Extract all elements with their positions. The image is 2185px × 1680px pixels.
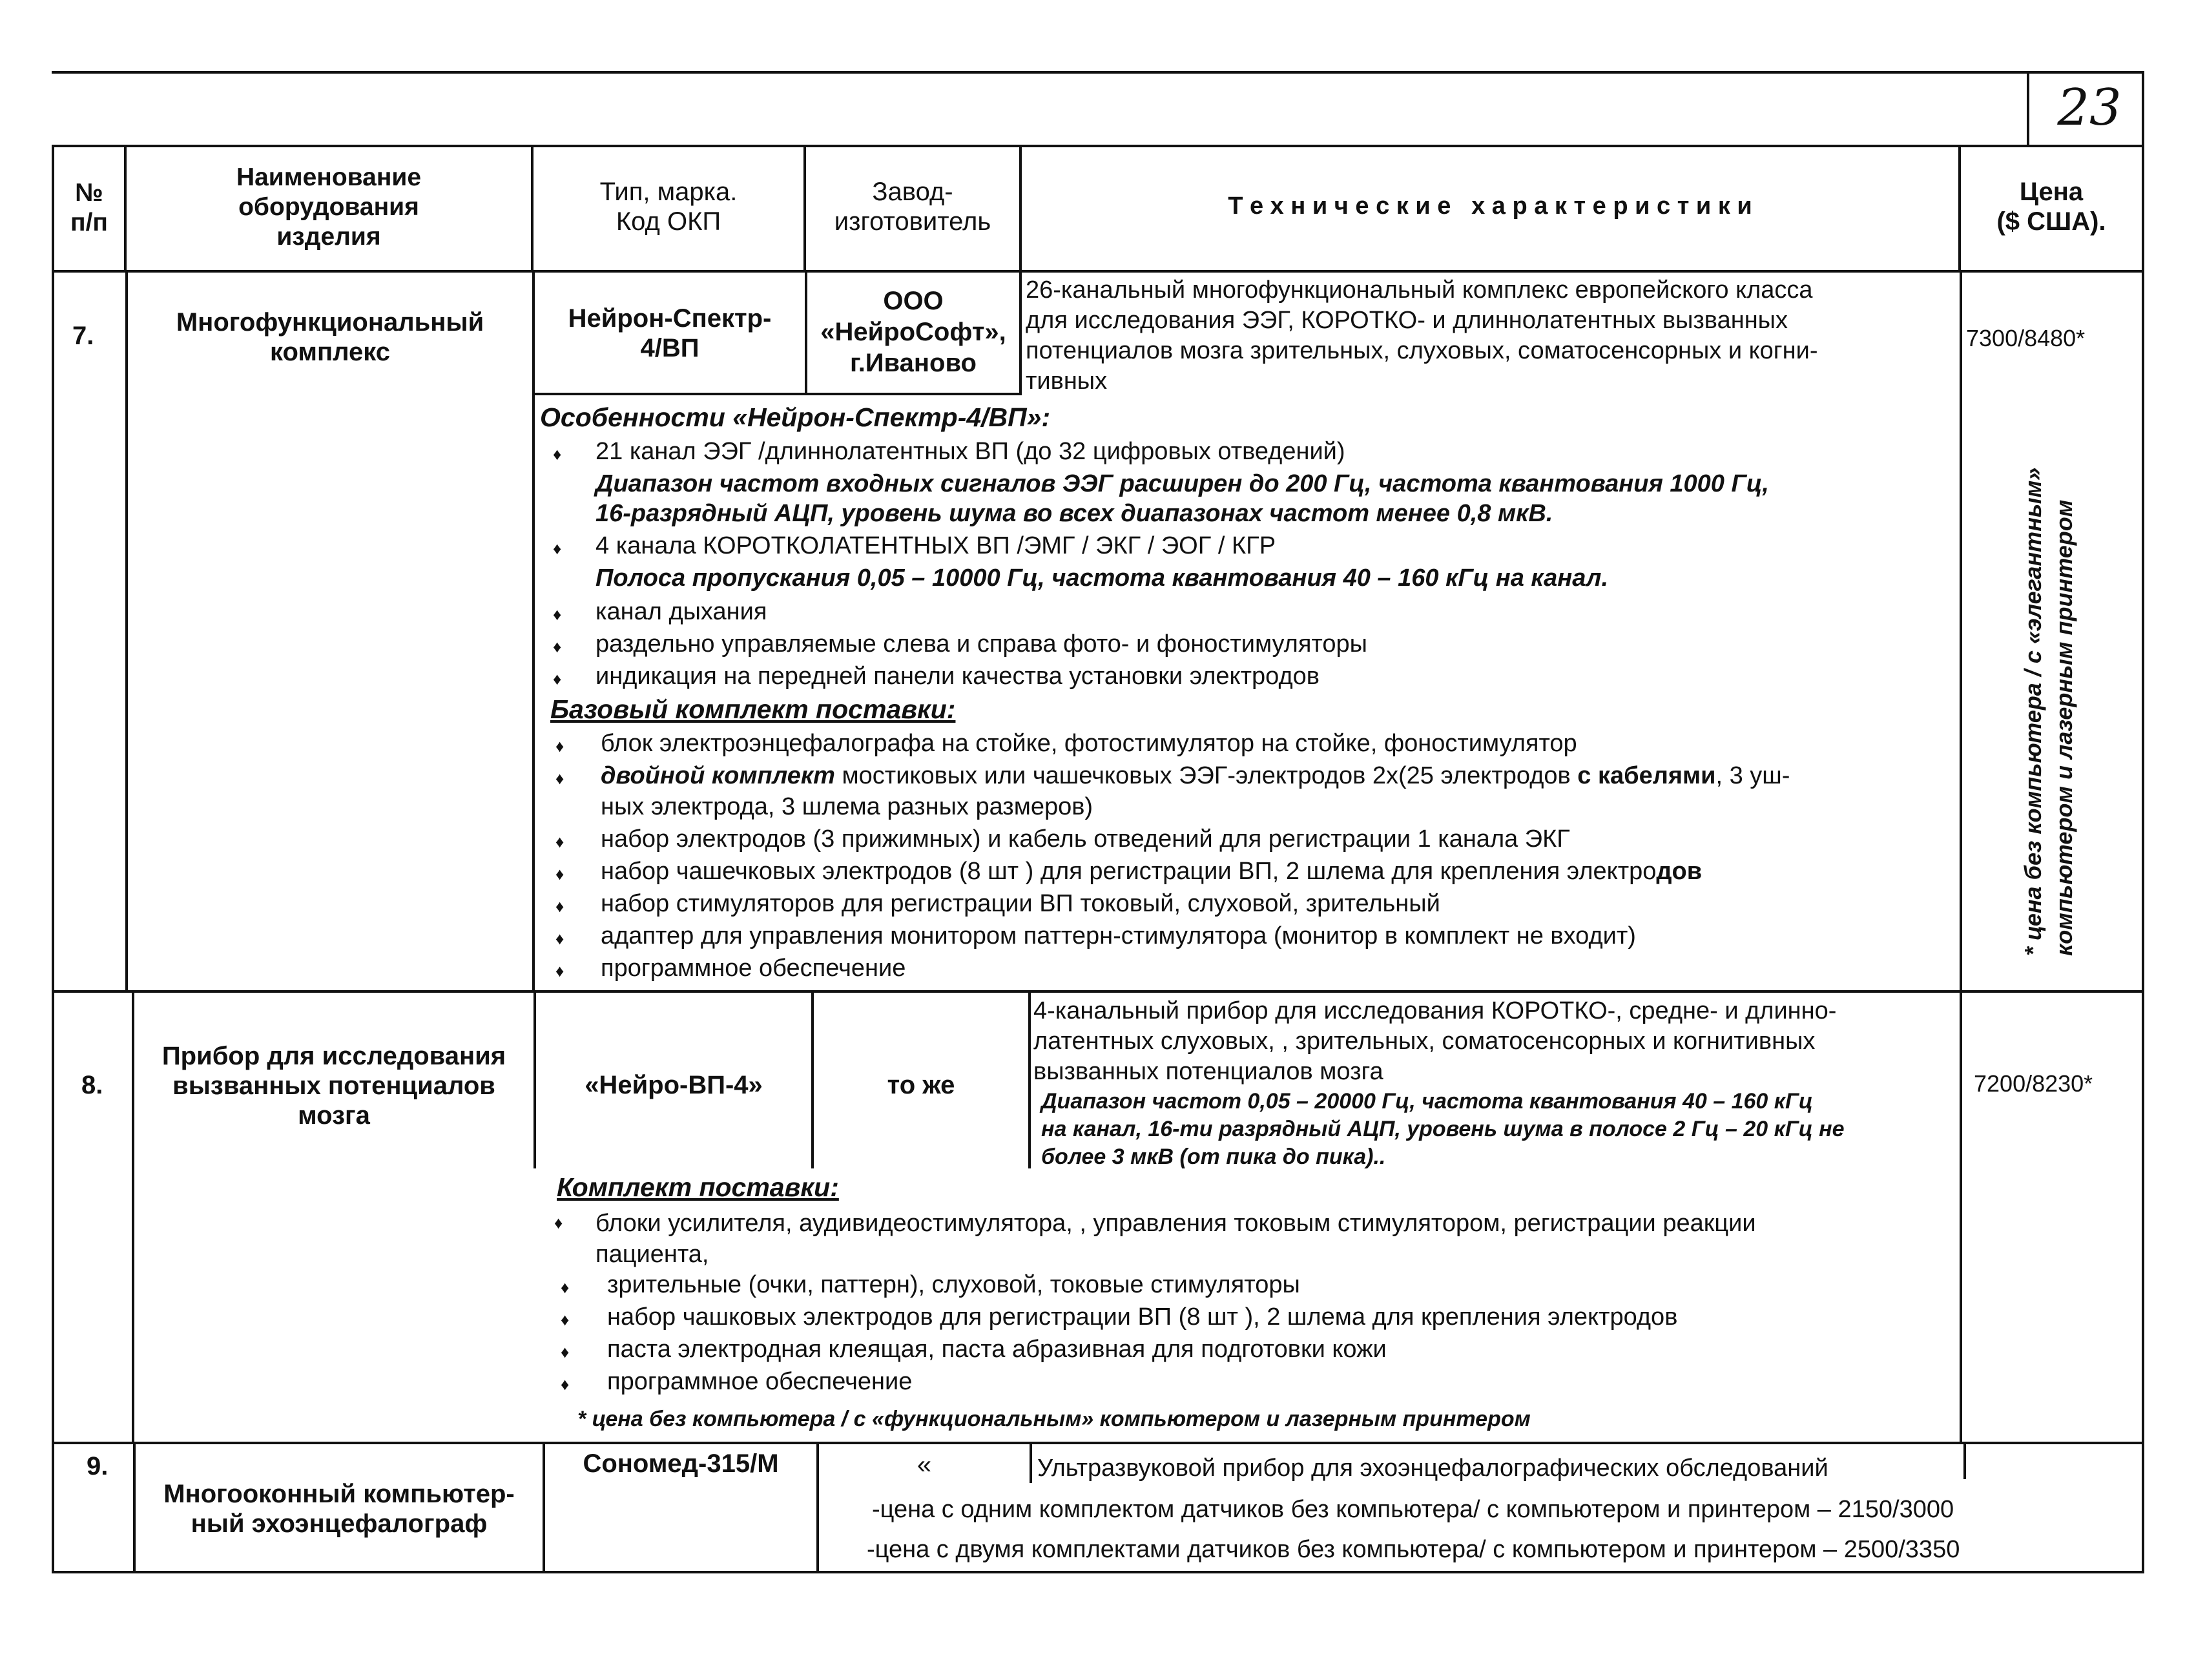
- row8-col-divider: [1028, 991, 1031, 1168]
- bullet: ♦: [555, 864, 564, 884]
- row7-number: 7.: [72, 322, 94, 350]
- row9-specs: Ультразвуковой прибор для эхоэнцефалографических обследований: [1037, 1455, 1828, 1482]
- bullet: ♦: [553, 539, 562, 558]
- row7-name: Многофункциональный комплекс: [176, 308, 484, 366]
- row8-kit-title: Комплект поставки:: [557, 1172, 839, 1202]
- bullet: ♦: [555, 929, 564, 948]
- row9-maker: «: [916, 1451, 932, 1479]
- row7-feature-5: индикация на передней панели качества установки электродов: [595, 663, 1320, 690]
- bullet: ♦: [555, 769, 564, 788]
- header-col-specs: Т е х н и ч е с к и е х а р а к т е р и с т и к и: [1228, 192, 1752, 220]
- bullet: ♦: [553, 444, 562, 464]
- row7-maker: ООО «НейроСофт», г.Иваново: [820, 287, 1006, 377]
- bullet: ♦: [561, 1278, 570, 1297]
- row9-price-1: -цена с одним комплектом датчиков без компьютера/ с компьютером и принтером – 2150/3000: [872, 1496, 1954, 1523]
- row7-kit-item-2-cont: ных электрода, 3 шлема разных размеров): [601, 793, 1093, 820]
- header-top-border: [52, 145, 2144, 147]
- row7-type: Нейрон-Спектр- 4/ВП: [568, 304, 772, 362]
- row8-type: «Нейро-ВП-4»: [585, 1071, 763, 1099]
- row7-kit-item-4: набор чашечковых электродов (8 шт ) для регистрации ВП, 2 шлема для крепления электродов: [601, 858, 1703, 885]
- row9-name: Многооконный компьютер- ный эхоэнцефалограф: [163, 1480, 515, 1538]
- row9-type: Сономед-315/М: [583, 1449, 779, 1478]
- row8-price-divider: [1960, 991, 1962, 1444]
- row9-col-divider: [1030, 1443, 1032, 1483]
- row9-col-divider: [1963, 1443, 1966, 1479]
- right-border: [2142, 145, 2144, 1573]
- row9-price-2: -цена с двумя комплектами датчиков без компьютера/ с компьютером и принтером – 2500/3350: [867, 1536, 1960, 1563]
- row7-feature-3: канал дыхания: [595, 598, 767, 625]
- row7-kit-item-2: двойной комплект мостиковых или чашечковых ЭЭГ-электродов 2х(25 электродов с кабелями, 3 уш-: [601, 762, 1790, 789]
- bullet: ♦: [553, 605, 562, 624]
- row7-feature-1: 21 канал ЭЭГ /длиннолатентных ВП (до 32 цифровых отведений): [595, 438, 1345, 465]
- row7-price-note: * цена без компьютера / с «элегантным» компьютером и лазерным принтером: [2020, 467, 2077, 956]
- row8-name: Прибор для исследования вызванных потенциалов мозга: [161, 1042, 506, 1130]
- row7-type-bottom: [533, 393, 1022, 395]
- row7-feature-2: 4 канала КОРОТКОЛАТЕНТНЫХ ВП /ЭМГ / ЭКГ / ЭОГ / КГР: [595, 532, 1276, 559]
- row7-feature-2-detail: Полоса пропускания 0,05 – 10000 Гц, частота квантования 40 – 160 кГц на канал.: [595, 565, 1609, 592]
- row8-number: 8.: [81, 1071, 103, 1099]
- row-separator: [52, 990, 2144, 993]
- bullet: ♦: [553, 669, 562, 689]
- page-number-box-left: [2027, 71, 2029, 146]
- page-number-box-right: [2142, 71, 2144, 146]
- row7-feature-4: раздельно управляемые слева и справа фото- и фоностимуляторы: [595, 630, 1367, 658]
- header-col-price: Цена ($ США).: [1996, 178, 2106, 236]
- row7-kit-item-1: блок электроэнцефалографа на стойке, фотостимулятор на стойке, фоностимулятор: [601, 730, 1577, 757]
- row8-specs: 4-канальный прибор для исследования КОРОТКО-, средне- и длинно- латентных слуховых, , зрительных, соматосенсорных и когнитивных вызванных потенциалов мозга: [1033, 997, 1837, 1085]
- row7-col-divider: [1019, 271, 1022, 394]
- header-col-maker: Завод- изготовитель: [834, 178, 991, 236]
- bullet: ♦: [561, 1310, 570, 1329]
- bullet: ♦: [555, 736, 564, 756]
- header-bottom-border: [52, 270, 2144, 273]
- row8-maker: то же: [887, 1071, 955, 1099]
- row7-kit-item-5: набор стимуляторов для регистрации ВП токовый, слуховой, зрительный: [601, 890, 1440, 917]
- bullet: ♦: [561, 1342, 570, 1362]
- header-col-type: Тип, марка. Код ОКП: [599, 178, 738, 236]
- row7-price: 7300/8480*: [1966, 325, 2086, 351]
- page-number: 23: [2057, 79, 2122, 137]
- row7-kit-item-3: набор электродов (3 прижимных) и кабель отведений для регистрации 1 канала ЭКГ: [601, 825, 1570, 853]
- row7-kit-title: Базовый комплект поставки:: [550, 694, 956, 724]
- bottom-border: [52, 1571, 2144, 1573]
- row8-kit-item-4: паста электродная клеящая, паста абразивная для подготовки кожи: [607, 1336, 1387, 1363]
- row7-kit-item-7: программное обеспечение: [601, 955, 906, 982]
- bullet: ♦: [555, 897, 564, 916]
- row8-kit-item-3: набор чашковых электродов для регистрации ВП (8 шт ), 2 шлема для крепления электродов: [607, 1303, 1678, 1331]
- bullet: ♦: [554, 1213, 563, 1232]
- bullet: ♦: [555, 832, 564, 851]
- row7-col-divider: [532, 271, 535, 992]
- row7-specs: 26-канальный многофункциональный комплекс европейского класса для исследования ЭЭГ, КОРОТКО- и длиннолатентных вызванных потенциалов мозга зрительных, слуховых, соматосенсорных и когни- тивных: [1026, 276, 1818, 395]
- row7-features-title: Особенности «Нейрон-Спектр-4/ВП»:: [540, 402, 1051, 432]
- row8-kit-item-2: зрительные (очки, паттерн), слуховой, токовые стимуляторы: [607, 1271, 1300, 1298]
- row7-kit-item-6: адаптер для управления монитором паттерн-стимулятора (монитор в комплект не входит): [601, 922, 1636, 949]
- row-separator: [52, 1442, 2144, 1444]
- row8-kit-item-1: блоки усилителя, аудивидеостимулятора, , управления токовым стимулятором, регистрации реакции пациента,: [595, 1210, 1756, 1268]
- row9-number: 9.: [87, 1452, 109, 1480]
- bullet: ♦: [553, 637, 562, 656]
- row7-col-divider: [125, 271, 128, 992]
- row7-price-divider: [1960, 271, 1962, 992]
- bullet: ♦: [561, 1374, 570, 1394]
- row8-price: 7200/8230*: [1974, 1070, 2093, 1097]
- row8-kit-item-5: программное обеспечение: [607, 1368, 913, 1395]
- top-border: [52, 71, 2144, 74]
- bullet: ♦: [555, 961, 564, 980]
- row8-price-note: * цена без компьютера / с «функциональным» компьютером и лазерным принтером: [577, 1407, 1531, 1431]
- header-col-num: № п/п: [70, 179, 108, 236]
- left-border: [52, 145, 54, 1573]
- row7-feature-1-detail: Диапазон частот входных сигналов ЭЭГ расширен до 200 Гц, частота квантования 1000 Гц, 16-разрядный АЦП, уровень шума во всех диапазонах частот менее 0,8 мкВ.: [595, 470, 1769, 527]
- header-col-name: Наименование оборудования изделия: [236, 163, 422, 251]
- row8-specs-detail: Диапазон частот 0,05 – 20000 Гц, частота квантования 40 – 160 кГц на канал, 16-ти разрядный АЦП, уровень шума в полосе 2 Гц – 20 кГц не более 3 мкВ (от пика до пика)..: [1041, 1089, 1845, 1169]
